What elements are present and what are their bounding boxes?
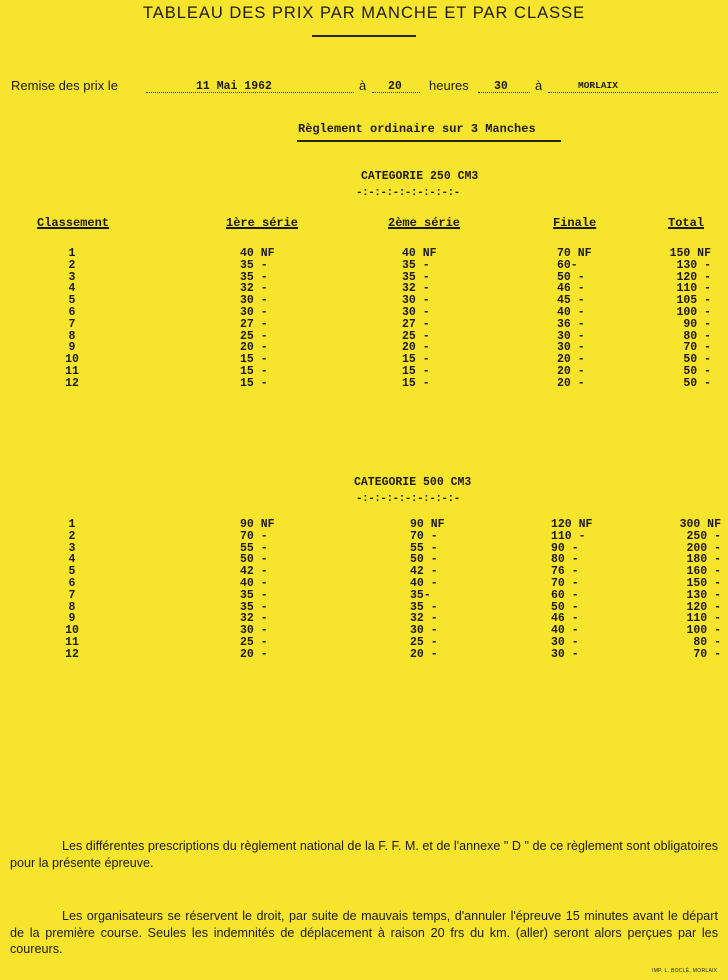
remise-hour: 20 xyxy=(388,80,402,93)
cat250-serie2-cell: 15 - xyxy=(402,364,430,378)
cat500-finale-cell: 120 NF xyxy=(551,518,593,531)
cat500-total-cell: 80 - xyxy=(693,635,721,649)
cat250-finale-cell: 20 - xyxy=(557,376,585,390)
cat500-total-cell: 300 NF xyxy=(679,518,721,531)
cat250-serie2-cell: 35 - xyxy=(402,270,430,284)
cat250-finale-cell: 30 - xyxy=(557,341,585,355)
cat500-total-cell: 110 - xyxy=(686,612,721,626)
cat250-finale-cell: 60- xyxy=(557,258,578,272)
page-title: TABLEAU DES PRIX PAR MANCHE ET PAR CLASSE xyxy=(142,4,586,22)
cat500-total-cell: 70 - xyxy=(693,647,721,661)
cat500-total-cell: 100 - xyxy=(686,624,721,638)
cat250-serie1-cell: 15 - xyxy=(240,364,268,378)
cat500-classement-cell: 12 xyxy=(65,647,79,661)
cat500-classement-cell: 6 xyxy=(68,576,76,590)
cat250-serie2-cell: 15 - xyxy=(402,376,430,390)
cat500-serie2-cell: 55 - xyxy=(410,541,438,555)
remise-a1: à xyxy=(359,78,367,93)
cat500-finale-column xyxy=(551,519,592,661)
cat250-total-cell: 150 NF xyxy=(669,247,711,260)
remise-a2: à xyxy=(535,78,543,93)
cat250-serie1-cell: 30 - xyxy=(240,305,268,319)
cat500-finale-cell: 30 - xyxy=(551,635,579,649)
remise-label: Remise des prix le xyxy=(11,78,118,93)
cat250-serie1-cell: 35 - xyxy=(240,258,268,272)
cat500-serie1-cell: 55 - xyxy=(240,541,268,555)
cat250-serie2-cell: 40 NF xyxy=(402,247,437,260)
cat500-serie2-cell: 30 - xyxy=(410,624,438,638)
header-serie2: 2ème série xyxy=(388,216,461,230)
cat250-serie1-cell: 40 NF xyxy=(240,247,275,260)
title-underline xyxy=(312,35,416,37)
remise-minutes: 30 xyxy=(494,80,508,93)
cat500-serie2-cell: 70 - xyxy=(410,529,438,543)
cat250-finale-cell: 45 - xyxy=(557,294,585,308)
header-finale: Finale xyxy=(553,216,597,230)
footer-paragraph-1: Les différentes prescriptions du règlement national de la F. F. M. et de l'annexe " D " de ce règlement sont obligatoires pour la présente épreuve. xyxy=(10,839,718,870)
cat500-finale-cell: 30 - xyxy=(551,647,579,661)
cat500-classement-cell: 10 xyxy=(65,624,79,638)
cat250-serie2-cell: 30 - xyxy=(402,294,430,308)
cat500-serie2-cell: 90 NF xyxy=(410,518,445,531)
cat250-serie2-column xyxy=(402,248,437,390)
cat250-serie1-cell: 15 - xyxy=(240,353,268,367)
cat250-serie2-cell: 35 - xyxy=(402,258,430,272)
cat250-classement-column xyxy=(52,248,92,390)
cat500-serie1-cell: 25 - xyxy=(240,635,268,649)
cat500-title: CATEGORIE 500 CM3 xyxy=(354,476,472,489)
cat250-classement-cell: 5 xyxy=(68,294,76,308)
cat500-serie1-cell: 32 - xyxy=(240,612,268,626)
cat500-finale-cell: 80 - xyxy=(551,553,579,567)
cat250-finale-cell: 30 - xyxy=(557,329,585,343)
header-total: Total xyxy=(668,216,705,230)
cat500-serie2-cell: 35 - xyxy=(410,600,438,614)
cat500-finale-cell: 76 - xyxy=(551,565,579,579)
header-classement: Classement xyxy=(37,216,110,230)
cat250-classement-cell: 10 xyxy=(65,353,79,367)
cat500-total-cell: 160 - xyxy=(686,565,721,579)
cat500-serie1-cell: 90 NF xyxy=(240,518,275,531)
cat250-finale-cell: 46 - xyxy=(557,282,585,296)
cat250-serie1-cell: 27 - xyxy=(240,317,268,331)
cat250-classement-cell: 3 xyxy=(68,270,76,284)
cat250-classement-cell: 4 xyxy=(68,282,76,296)
cat500-serie1-cell: 20 - xyxy=(240,647,268,661)
cat250-classement-cell: 6 xyxy=(68,305,76,319)
cat250-classement-cell: 2 xyxy=(68,258,76,272)
remise-place: MORLAIX xyxy=(578,80,618,91)
cat250-total-cell: 105 - xyxy=(676,294,711,308)
cat500-serie2-cell: 25 - xyxy=(410,635,438,649)
cat500-serie2-cell: 35- xyxy=(410,588,431,602)
cat250-classement-cell: 9 xyxy=(68,341,76,355)
cat500-serie2-cell: 32 - xyxy=(410,612,438,626)
cat500-serie1-cell: 42 - xyxy=(240,565,268,579)
cat500-classement-cell: 5 xyxy=(68,565,76,579)
cat250-serie2-cell: 30 - xyxy=(402,305,430,319)
cat250-classement-cell: 12 xyxy=(65,376,79,390)
cat500-serie2-cell: 40 - xyxy=(410,576,438,590)
reglement-heading: Règlement ordinaire sur 3 Manches xyxy=(298,122,536,136)
cat250-finale-cell: 36 - xyxy=(557,317,585,331)
cat250-total-cell: 120 - xyxy=(676,270,711,284)
cat500-classement-cell: 8 xyxy=(68,600,76,614)
cat250-finale-cell: 70 NF xyxy=(557,247,592,260)
cat250-serie1-cell: 20 - xyxy=(240,341,268,355)
cat500-finale-cell: 50 - xyxy=(551,600,579,614)
cat250-title: CATEGORIE 250 CM3 xyxy=(361,170,479,183)
cat250-classement-cell: 1 xyxy=(68,247,76,260)
place-dotted-line xyxy=(548,92,718,93)
cat250-serie1-cell: 35 - xyxy=(240,270,268,284)
cat250-classement-cell: 7 xyxy=(68,317,76,331)
cat500-total-cell: 130 - xyxy=(686,588,721,602)
cat250-total-cell: 130 - xyxy=(676,258,711,272)
cat500-serie1-cell: 70 - xyxy=(240,529,268,543)
cat500-serie1-column xyxy=(240,519,275,661)
cat250-serie1-cell: 30 - xyxy=(240,294,268,308)
cat500-serie1-cell: 40 - xyxy=(240,576,268,590)
cat250-separator: -:-:-:-:-:-:-:-:- xyxy=(356,187,460,199)
cat250-serie2-cell: 25 - xyxy=(402,329,430,343)
cat500-finale-cell: 46 - xyxy=(551,612,579,626)
cat250-total-column xyxy=(640,248,711,390)
cat500-finale-cell: 60 - xyxy=(551,588,579,602)
cat500-total-cell: 250 - xyxy=(686,529,721,543)
cat500-classement-cell: 9 xyxy=(68,612,76,626)
cat250-serie2-cell: 15 - xyxy=(402,353,430,367)
cat500-serie1-cell: 35 - xyxy=(240,600,268,614)
cat250-serie2-cell: 27 - xyxy=(402,317,430,331)
cat500-classement-cell: 1 xyxy=(68,518,76,531)
cat500-finale-cell: 110 - xyxy=(551,529,586,543)
cat500-classement-cell: 2 xyxy=(68,529,76,543)
cat500-serie2-cell: 42 - xyxy=(410,565,438,579)
cat500-finale-cell: 40 - xyxy=(551,624,579,638)
cat500-serie2-cell: 50 - xyxy=(410,553,438,567)
cat250-total-cell: 50 - xyxy=(683,376,711,390)
cat500-classement-column xyxy=(52,519,92,661)
reglement-underline xyxy=(297,140,561,142)
cat500-serie1-cell: 35 - xyxy=(240,588,268,602)
cat250-serie2-cell: 32 - xyxy=(402,282,430,296)
footer-paragraph-2: Les organisateurs se réservent le droit, par suite de mauvais temps, d'annuler l'épreuve 15 minutes avant le départ de la première course. Seules les indemnités de déplacement à raison 20 frs du km. (aller) seront alors perçues par les coureurs. xyxy=(10,909,718,957)
cat250-finale-cell: 40 - xyxy=(557,305,585,319)
cat500-finale-cell: 90 - xyxy=(551,541,579,555)
cat500-total-cell: 180 - xyxy=(686,553,721,567)
cat500-classement-cell: 7 xyxy=(68,588,76,602)
cat250-total-cell: 70 - xyxy=(683,341,711,355)
cat250-serie1-column xyxy=(240,248,275,390)
cat250-serie1-cell: 15 - xyxy=(240,376,268,390)
cat500-finale-cell: 70 - xyxy=(551,576,579,590)
printer-credit: IMP. L. BOCLÉ, MORLAIX xyxy=(652,968,718,974)
cat250-finale-column xyxy=(557,248,592,390)
cat500-total-cell: 200 - xyxy=(686,541,721,555)
cat250-classement-cell: 11 xyxy=(65,364,79,378)
cat250-finale-cell: 20 - xyxy=(557,353,585,367)
cat250-total-cell: 80 - xyxy=(683,329,711,343)
cat500-serie1-cell: 50 - xyxy=(240,553,268,567)
cat500-classement-cell: 4 xyxy=(68,553,76,567)
header-serie1: 1ère série xyxy=(226,216,299,230)
cat250-serie1-cell: 32 - xyxy=(240,282,268,296)
cat500-total-column xyxy=(640,519,721,661)
cat500-serie2-cell: 20 - xyxy=(410,647,438,661)
cat250-total-cell: 100 - xyxy=(676,305,711,319)
cat250-total-cell: 50 - xyxy=(683,364,711,378)
cat500-serie2-column xyxy=(410,519,445,661)
cat250-classement-cell: 8 xyxy=(68,329,76,343)
cat250-serie1-cell: 25 - xyxy=(240,329,268,343)
cat500-classement-cell: 11 xyxy=(65,635,79,649)
remise-date: 11 Mai 1962 xyxy=(196,80,272,93)
cat500-classement-cell: 3 xyxy=(68,541,76,555)
cat500-total-cell: 150 - xyxy=(686,576,721,590)
cat250-total-cell: 110 - xyxy=(676,282,711,296)
cat250-total-cell: 50 - xyxy=(683,353,711,367)
remise-heures: heures xyxy=(429,78,469,93)
cat250-finale-cell: 50 - xyxy=(557,270,585,284)
cat250-total-cell: 90 - xyxy=(683,317,711,331)
cat250-serie2-cell: 20 - xyxy=(402,341,430,355)
cat500-separator: -:-:-:-:-:-:-:-:- xyxy=(356,493,460,505)
cat500-total-cell: 120 - xyxy=(686,600,721,614)
cat500-serie1-cell: 30 - xyxy=(240,624,268,638)
cat250-finale-cell: 20 - xyxy=(557,364,585,378)
